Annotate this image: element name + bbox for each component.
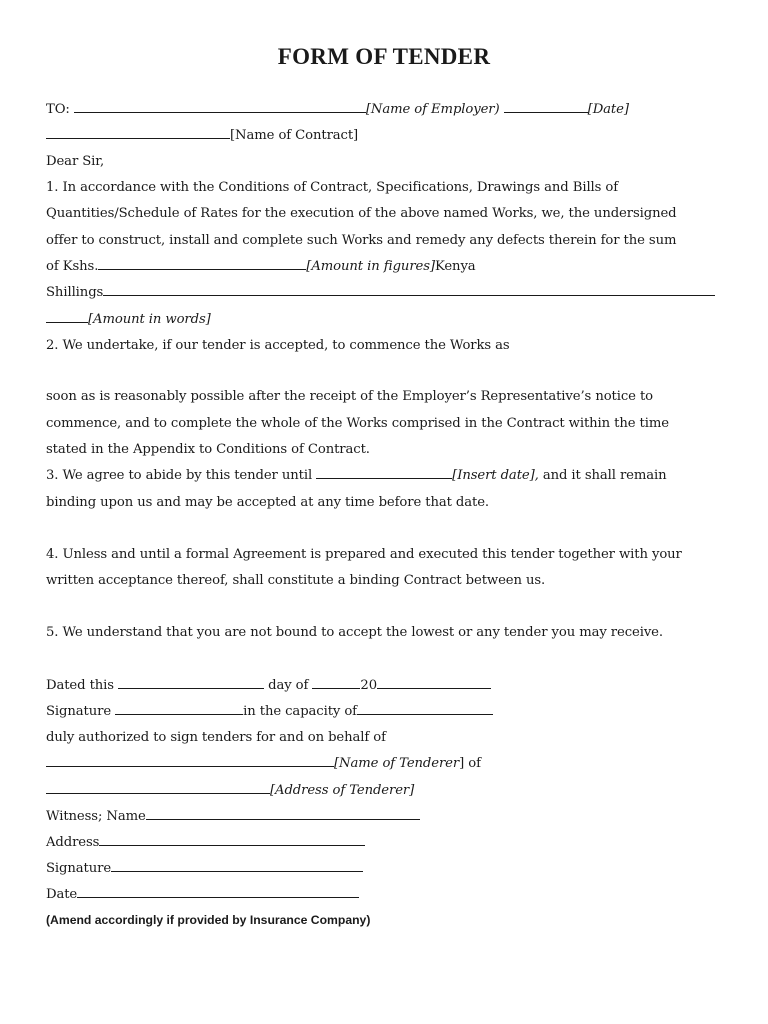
amount-figures-line — [46, 258, 476, 276]
contract-placeholder: [Name of Contract] — [230, 128, 359, 143]
witness-name-label: Witness; Name — [46, 809, 146, 824]
p2-line2: soon as is reasonably possible after the receipt of the Employer’s Representative’s notice to — [46, 389, 653, 404]
tenderer-address-blank — [46, 782, 270, 794]
witness-address-blank — [99, 834, 365, 846]
p4-line1: 4. Unless and until a formal Agreement is prepared and executed this tender together with your — [46, 547, 682, 562]
shillings-line — [46, 284, 715, 302]
page-title: FORM OF TENDER — [277, 44, 491, 69]
p4-line2: written acceptance thereof, shall constitute a binding Contract between us. — [46, 573, 546, 588]
p3-start: 3. We agree to abide by this tender until — [46, 468, 313, 483]
to-line — [46, 101, 629, 119]
signature-line — [46, 703, 493, 721]
witness-name-line — [46, 808, 420, 826]
employer-blank — [74, 101, 366, 113]
insert-date-blank — [316, 467, 452, 479]
amount-figures-blank — [98, 258, 306, 270]
witness-date-blank — [77, 886, 359, 898]
date-placeholder: [Date] — [587, 102, 629, 117]
witness-date-line — [46, 886, 359, 904]
shillings-blank — [103, 284, 715, 296]
p1-line1: 1. In accordance with the Conditions of Contract, Specifications, Drawings and Bills of — [46, 180, 619, 195]
witness-address-label: Address — [46, 835, 100, 850]
p3-line2: binding upon us and may be accepted at any time before that date. — [46, 495, 489, 510]
kenya-label: Kenya — [434, 259, 476, 274]
tenderer-name-blank — [46, 755, 334, 767]
capacity-label: in the capacity of — [243, 704, 357, 719]
p1-line3: offer to construct, install and complete such Works and remedy any defects therein for the sum — [46, 233, 677, 248]
witness-signature-blank — [111, 860, 363, 872]
dated-month-blank — [312, 677, 360, 689]
p2-line4: stated in the Appendix to Conditions of Contract. — [46, 442, 370, 457]
date-blank — [504, 101, 588, 113]
witness-address-line — [46, 834, 365, 852]
dated-this-label: Dated this — [46, 678, 114, 693]
insert-date-placeholder: [Insert date], — [452, 468, 539, 483]
p3-line1 — [46, 467, 667, 485]
salutation: Dear Sir, — [46, 154, 105, 169]
to-label: TO: — [46, 102, 70, 117]
witness-signature-line — [46, 860, 363, 878]
contract-line — [46, 127, 358, 145]
signature-label: Signature — [46, 704, 112, 719]
kshs-label: of Kshs. — [46, 259, 99, 274]
contract-blank — [46, 127, 230, 139]
witness-signature-label: Signature — [46, 861, 112, 876]
witness-name-blank — [146, 808, 420, 820]
day-of-label: day of — [268, 678, 309, 693]
amount-words-line — [46, 311, 211, 329]
capacity-blank — [357, 703, 493, 715]
amend-note: (Amend accordingly if provided by Insurance Company) — [46, 913, 371, 927]
year-prefix: 20 — [360, 678, 377, 693]
of-suffix: ] of — [459, 756, 481, 771]
tenderer-name-placeholder: [Name of Tenderer — [334, 756, 460, 771]
signature-blank — [115, 703, 243, 715]
tenderer-address-line — [46, 782, 414, 800]
p5-line1: 5. We understand that you are not bound to accept the lowest or any tender you may receive. — [46, 625, 663, 640]
employer-placeholder: [Name of Employer) — [365, 102, 500, 117]
p2-line3: commence, and to complete the whole of the Works comprised in the Contract within the time — [46, 416, 669, 431]
witness-date-label: Date — [46, 887, 78, 902]
dated-line — [46, 677, 491, 695]
p3-end: and it shall remain — [542, 468, 667, 483]
amount-words-placeholder: [Amount in words] — [88, 312, 211, 327]
dated-year-blank — [377, 677, 491, 689]
amount-words-blank — [46, 311, 88, 323]
shillings-label: Shillings — [46, 285, 104, 300]
duly-authorized: duly authorized to sign tenders for and on behalf of — [46, 730, 386, 745]
dated-day-blank — [118, 677, 264, 689]
tenderer-name-line — [46, 755, 481, 773]
tenderer-address-placeholder: [Address of Tenderer] — [270, 783, 415, 798]
p1-line2: Quantities/Schedule of Rates for the execution of the above named Works, we, the undersigned — [46, 206, 677, 221]
p2-line1: 2. We undertake, if our tender is accepted, to commence the Works as — [46, 338, 510, 353]
amount-figures-placeholder: [Amount in figures] — [306, 259, 435, 274]
